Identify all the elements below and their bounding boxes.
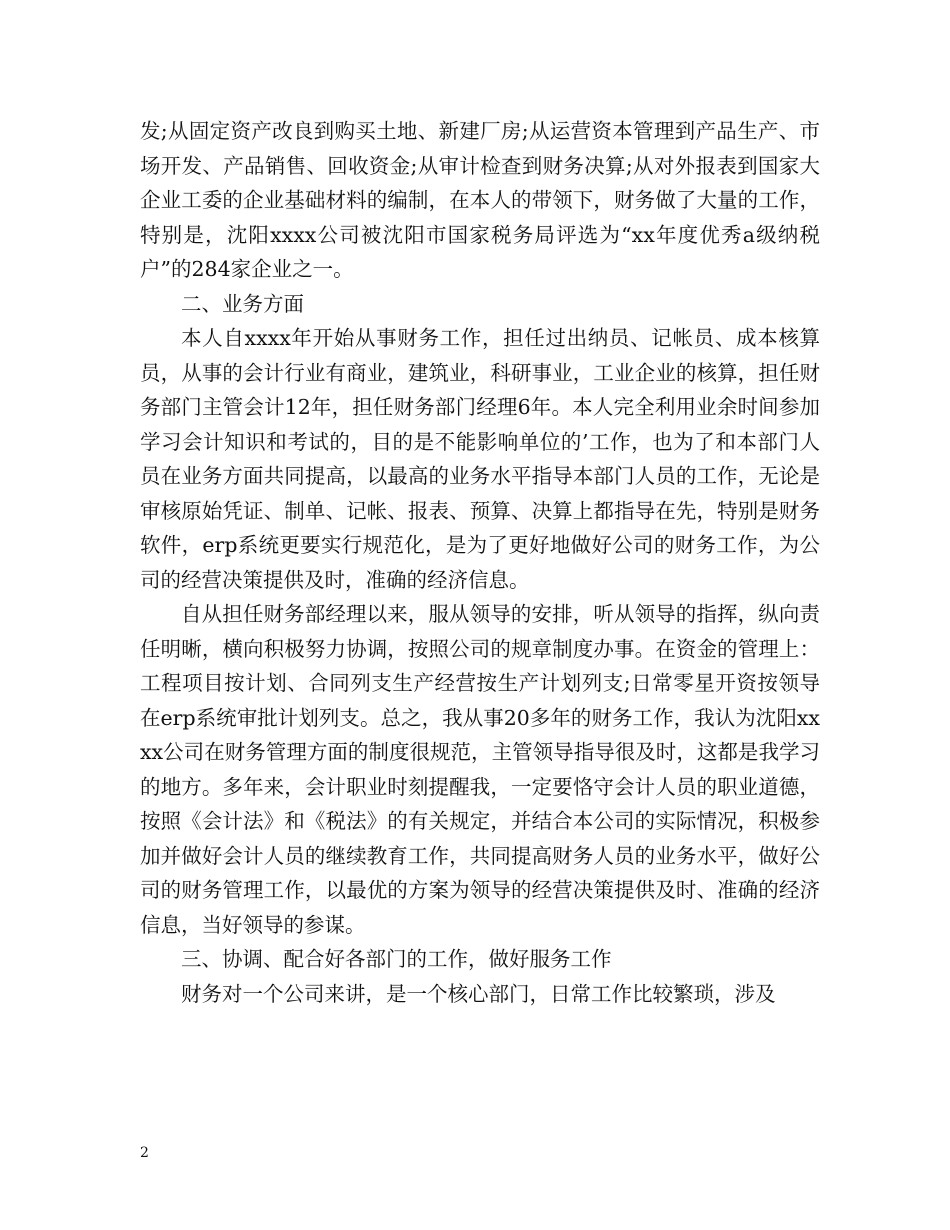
section-heading-business: 二、业务方面	[181, 291, 304, 316]
page-number: 2	[140, 1145, 149, 1161]
paragraph-finance-core: 财务对一个公司来讲，是一个核心部门，日常工作比较繁琐，涉及	[181, 981, 776, 1006]
section-heading-coordination: 三、协调、配合好各部门的工作，做好服务工作	[181, 947, 612, 971]
paragraph-manager-duties: 自从担任财务部经理以来，服从领导的安排，听从领导的指挥，纵向责任明晰，横向积极努力协调，按照公司的规章制度办事。在资金的管理上：工程项目按计划、合同列支生产经营按生产计划列支;日常零星开资按领导在erp系统审批计划列支。总之，我从事20多年的财务工作，我认为沈阳xxxx公司在财务管理方面的制度很规范，主管领导指导很及时，这都是我学习的地方。多年来，会计职业时刻提醒我，一定要恪守会计人员的职业道德，按照《会计法》和《税法》的有关规定，并结合本公司的实际情况，积极参加并做好会计人员的继续教育工作，共同提高财务人员的业务水平，做好公司的财务管理工作，以最优的方案为领导的经营决策提供及时、准确的经济信息，当好领导的参谋。	[140, 602, 820, 937]
paragraph-career: 本人自xxxx年开始从事财务工作，担任过出纳员、记帐员、成本核算员，从事的会计行业有商业，建筑业，科研事业，工业企业的核算，担任财务部门主管会计12年，担任财务部门经理6年。本人完全利用业余时间参加学习会计知识和考试的，目的是不能影响单位的’工作，也为了和本部门人员在业务方面共同提高，以最高的业务水平指导本部门人员的工作，无论是审核原始凭证、制单、记帐、报表、预算、决算上都指导在先，特别是财务软件，erp系统更要实行规范化，是为了更好地做好公司的财务工作，为公司的经营决策提供及时，准确的经济信息。	[140, 326, 820, 592]
paragraph-continuation: 发;从固定资产改良到购买土地、新建厂房;从运营资本管理到产品生产、市场开发、产品销售、回收资金;从审计检查到财务决算;从对外报表到国家大企业工委的企业基础材料的编制，在本人的带领下，财务做了大量的工作，特别是，沈阳xxxx公司被沈阳市国家税务局评选为“xx年度优秀a级纳税户”的284家企业之一。	[140, 119, 820, 281]
document-body	[140, 114, 820, 1011]
